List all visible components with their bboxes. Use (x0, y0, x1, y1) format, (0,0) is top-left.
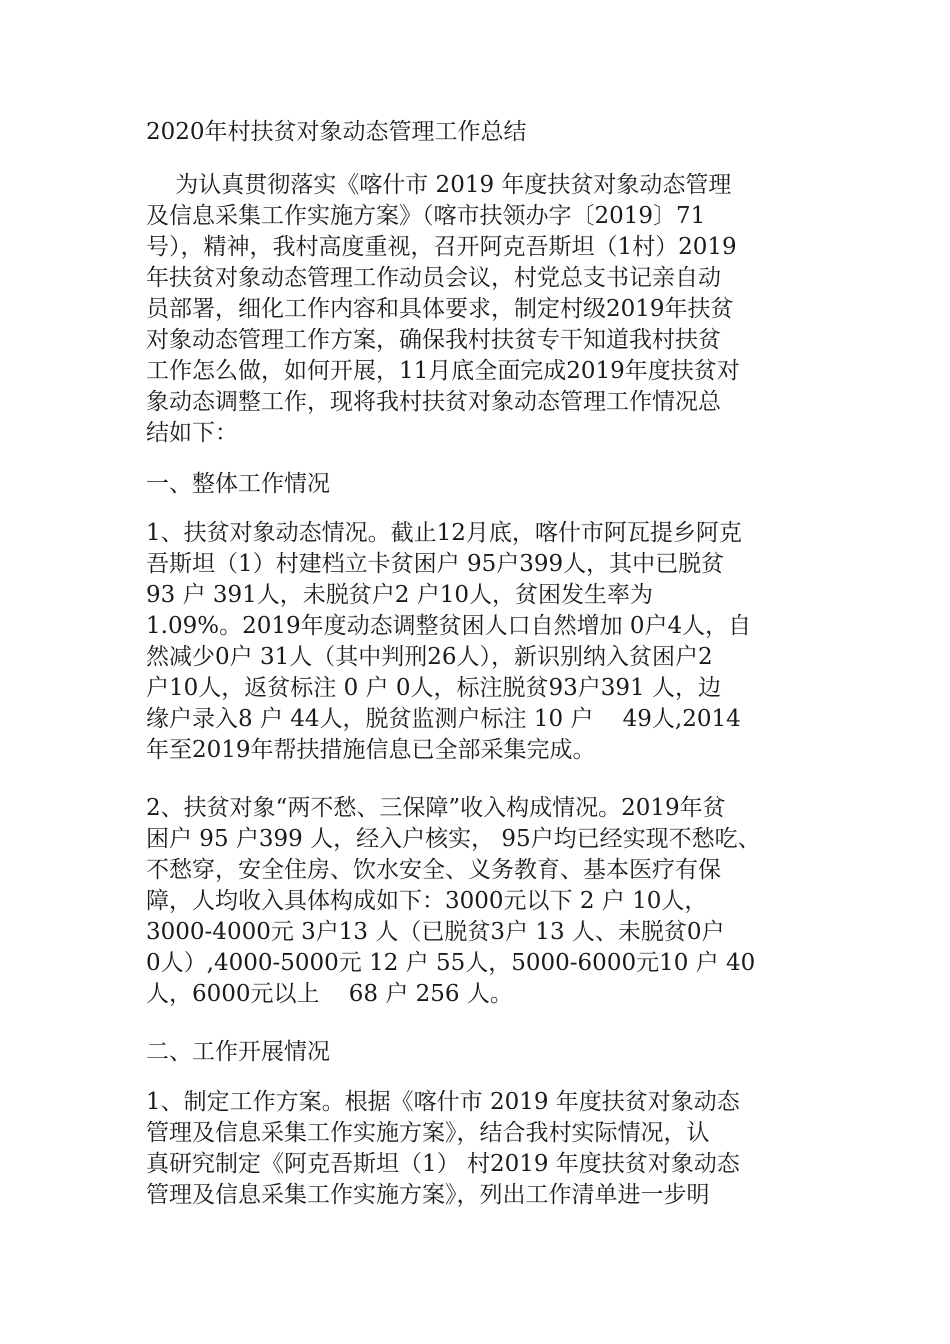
text-line: 员部署，细化工作内容和具体要求，制定村级2019年扶贫 (146, 296, 734, 322)
text-line: 人，6000元以上 68 户 256 人。 (146, 981, 513, 1007)
text-line: 0人）,4000-5000元 12 户 55人，5000-6000元10 户 40 (146, 950, 756, 976)
text-line: 工作怎么做，如何开展，11月底全面完成2019年度扶贫对 (146, 358, 740, 384)
text-line: 93 户 391人，未脱贫户2 户10人，贫困发生率为 (146, 582, 653, 608)
text-line: 1、扶贫对象动态情况。截止12月底，喀什市阿瓦提乡阿克 (146, 520, 742, 546)
text-line: 1.09%。2019年度动态调整贫困人口自然增加 0户4人，自 (146, 613, 752, 639)
section-heading: 一、整体工作情况 (146, 471, 330, 497)
text-line: 2、扶贫对象“两不愁、三保障”收入构成情况。2019年贫 (146, 795, 726, 821)
text-line: 管理及信息采集工作实施方案》，列出工作清单进一步明 (146, 1182, 710, 1208)
text-line: 吾斯坦（1）村建档立卡贫困户 95户399人，其中已脱贫 (146, 551, 725, 577)
text-line: 结如下： (146, 420, 238, 446)
text-line: 然减少0户 31人（其中判刑26人），新识别纳入贫困户2 (146, 644, 713, 670)
text-line: 管理及信息采集工作实施方案》，结合我村实际情况，认 (146, 1120, 710, 1146)
text-line: 困户 95 户399 人，经入户核实， 95户均已经实现不愁吃、 (146, 826, 761, 852)
document-title: 2020年村扶贫对象动态管理工作总结 (146, 119, 527, 145)
text-line: 不愁穿，安全住房、饮水安全、义务教育、基本医疗有保 (146, 857, 721, 883)
text-line: 障，人均收入具体构成如下：3000元以下 2 户 10人， (146, 888, 708, 914)
text-line: 象动态调整工作，现将我村扶贫对象动态管理工作情况总 (146, 389, 721, 415)
text-line: 户10人，返贫标注 0 户 0人，标注脱贫93户391 人，边 (146, 675, 721, 701)
text-line: 年扶贫对象动态管理工作动员会议，村党总支书记亲自动 (146, 265, 721, 291)
section-heading: 二、工作开展情况 (146, 1039, 330, 1065)
text-line: 1、制定工作方案。根据《喀什市 2019 年度扶贫对象动态 (146, 1089, 740, 1115)
text-line: 真研究制定《阿克吾斯坦（1） 村2019 年度扶贫对象动态 (146, 1151, 740, 1177)
text-line: 及信息采集工作实施方案》（喀市扶领办字〔2019〕71 (146, 203, 706, 229)
text-line: 对象动态管理工作方案，确保我村扶贫专干知道我村扶贫 (146, 327, 721, 353)
text-line: 年至2019年帮扶措施信息已全部采集完成。 (146, 737, 596, 763)
text-line: 号），精神，我村高度重视，召开阿克吾斯坦（1村）2019 (146, 234, 737, 260)
text-line: 3000-4000元 3户13 人（已脱贫3户 13 人、未脱贫0户 (146, 919, 725, 945)
text-line: 缘户录入8 户 44人，脱贫监测户标注 10 户 49人,2014 (146, 706, 741, 732)
text-line: 为认真贯彻落实《喀什市 2019 年度扶贫对象动态管理 (146, 172, 732, 198)
